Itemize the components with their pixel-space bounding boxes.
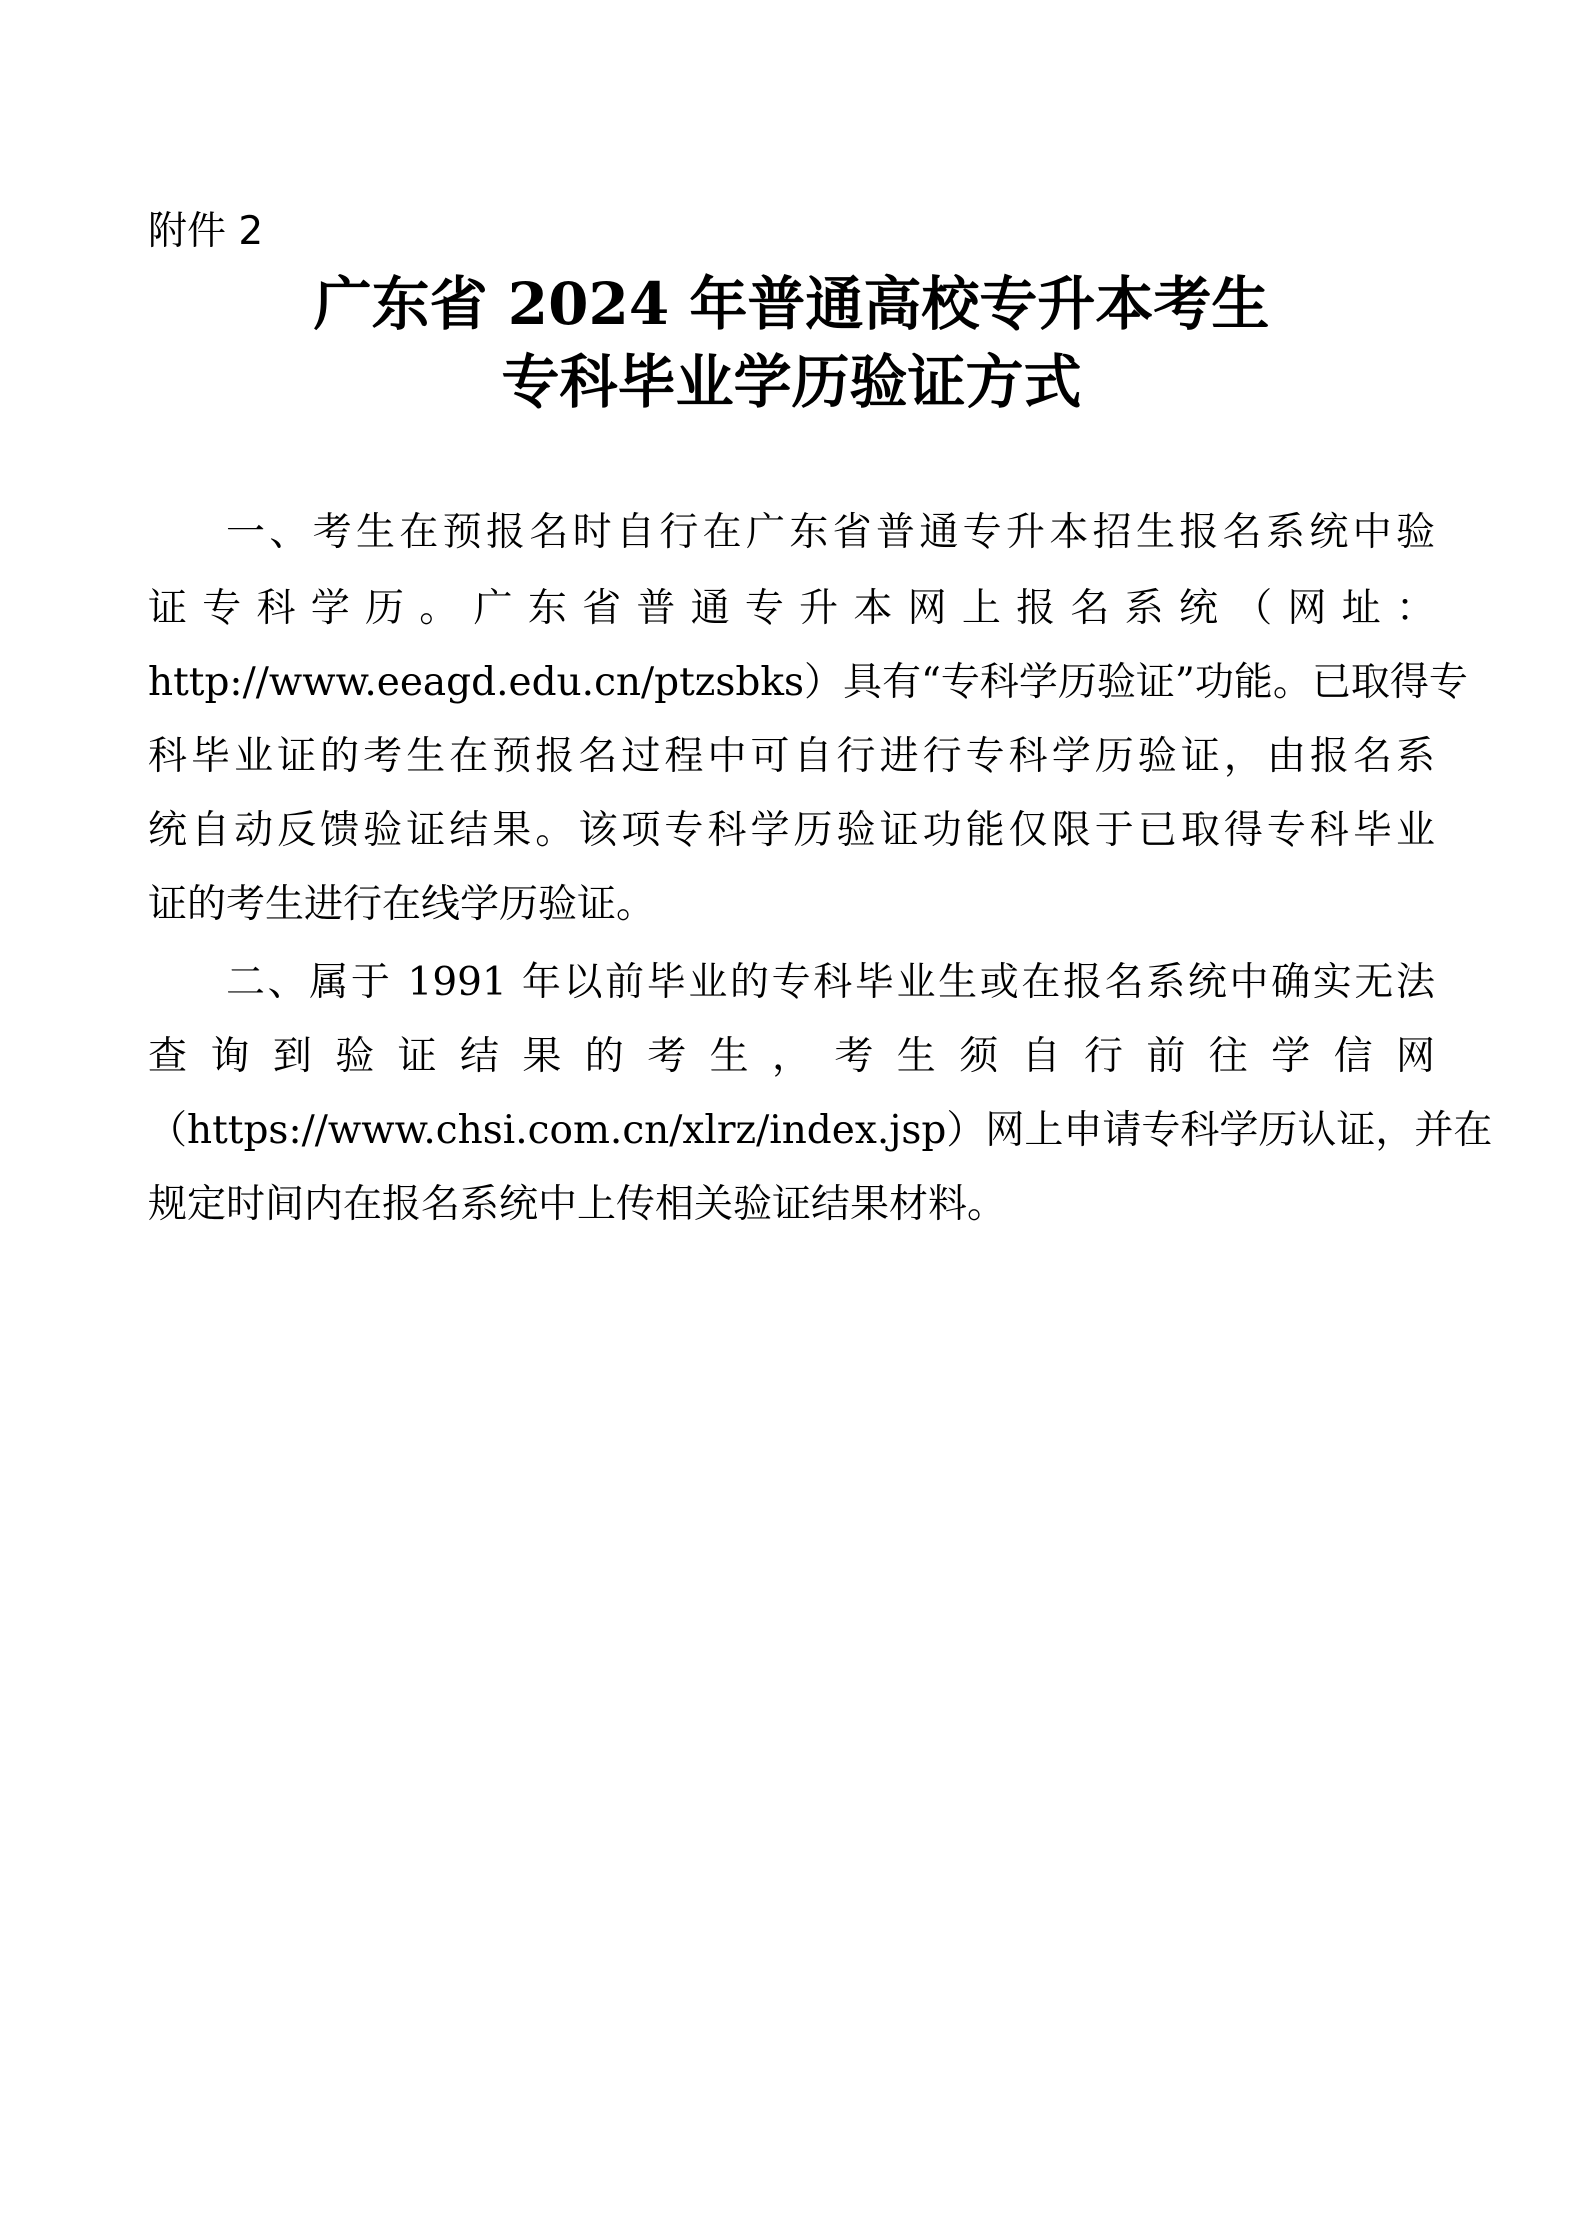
paragraph-2-line-3: （https://www.chsi.com.cn/xlrz/index.jsp）网上申请专科学历认证，并在: [148, 1108, 1493, 1153]
document-title-line-2: 专科毕业学历验证方式: [501, 348, 1082, 416]
attachment-label: 附件 2: [148, 209, 264, 254]
paragraph-1-line-1: 一、考生在预报名时自行在广东省普通专升本招生报名系统中验: [226, 510, 1435, 555]
paragraph-1-line-4: 科毕业证的考生在预报名过程中可自行进行专科学历验证，由报名系: [148, 734, 1435, 779]
paragraph-2-line-1: 二、属于 1991 年以前毕业的专科毕业生或在报名系统中确实无法: [226, 960, 1435, 1005]
paragraph-1-line-2: 证专科学历。广东省普通专升本网上报名系统（网址：: [148, 586, 1435, 631]
paragraph-1-line-6: 证的考生进行在线学历验证。: [148, 882, 656, 927]
paragraph-2-line-4: 规定时间内在报名系统中上传相关验证结果材料。: [148, 1182, 1007, 1227]
document-title-line-1: 广东省 2024 年普通高校专升本考生: [313, 270, 1270, 338]
paragraph-1-line-3: http://www.eeagd.edu.cn/ptzsbks）具有“专科学历验证”功能。已取得专: [148, 660, 1468, 705]
paragraph-2-line-2: 查询到验证结果的考生，考生须自行前往学信网: [148, 1034, 1435, 1079]
paragraph-1-line-5: 统自动反馈验证结果。该项专科学历验证功能仅限于已取得专科毕业: [148, 808, 1435, 853]
